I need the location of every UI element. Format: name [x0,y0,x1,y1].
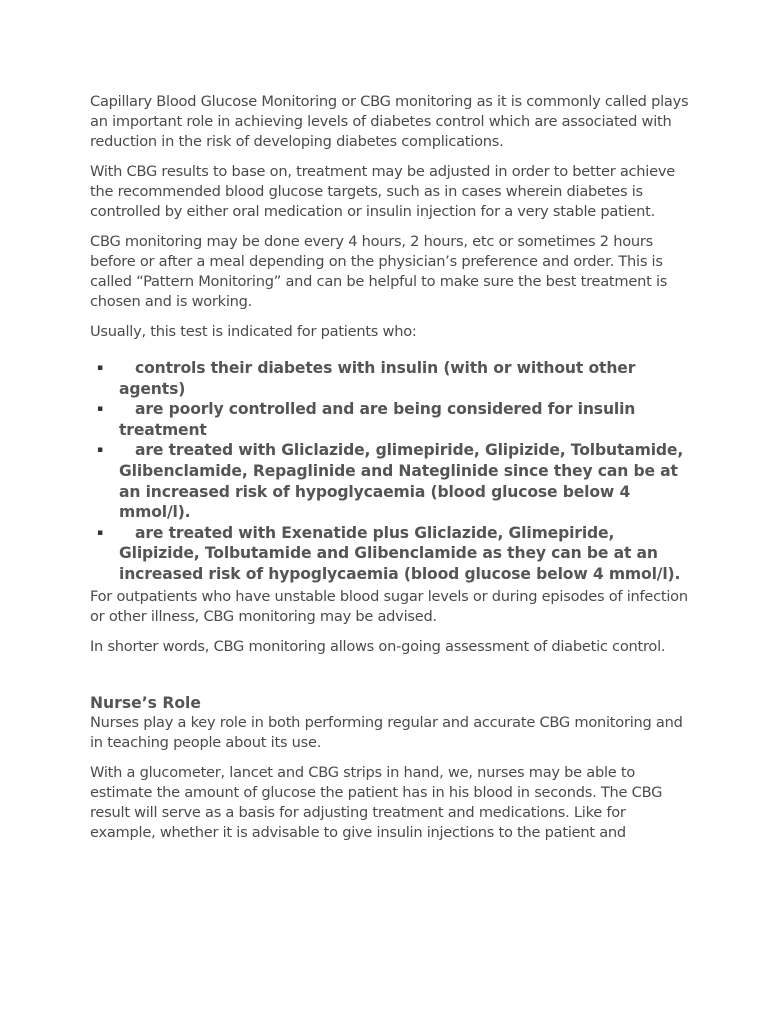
list-item [90,399,690,440]
list-item-text: are treated with Exenatide plus Gliclazide, Glimepiride, Glipizide, Tolbutamide and Glibenclamide as they can be at an increased risk of hypoglycaemia (blood glucose below 4 mmol/l). [119,523,681,583]
list-item [90,358,690,399]
list-item-text: are treated with Gliclazide, glimepiride, Glipizide, Tolbutamide, Glibenclamide, Repaglinide and Nateglinide since they can be at an increased risk of hypoglycaemia (blood glucose below 4 mmol/l). [119,441,684,522]
bullet-square-icon: ▪ [97,445,103,456]
glucometer-paragraph: With a glucometer, lancet and CBG strips in hand, we, nurses may be able to estimate the amount of glucose the patient has in his blood in seconds. The CBG result will serve as a basis for adjusting treatment and medications. Like for example, whether it is advisable to give insulin injections to the patient and [90,763,663,841]
indication-intro-paragraph: Usually, this test is indicated for patients who: [90,323,417,340]
treatment-paragraph: With CBG results to base on, treatment may be adjusted in order to better achieve the recommended blood glucose targets, such as in cases wherein diabetes is controlled by either oral medication or insulin injection for a very stable patient. [90,163,675,220]
document-body [90,92,690,853]
pattern-monitoring-paragraph: CBG monitoring may be done every 4 hours, 2 hours, etc or sometimes 2 hours before or after a meal depending on the physician’s preference and order. This is called “Pattern Monitoring” and can be helpful to make sure the best treatment is chosen and is working. [90,233,668,310]
intro-paragraph: Capillary Blood Glucose Monitoring or CBG monitoring as it is commonly called plays an important role in achieving levels of diabetes control which are associated with reduction in the risk of developing diabetes complications. [90,93,689,150]
outpatient-paragraph: For outpatients who have unstable blood sugar levels or during episodes of infection or other illness, CBG monitoring may be advised. [90,587,688,625]
bullet-square-icon: ▪ [97,404,103,415]
list-item-text: controls their diabetes with insulin (with or without other agents) [119,359,636,398]
list-item [90,523,690,585]
list-item [90,440,690,522]
bullet-square-icon: ▪ [97,363,103,373]
bullet-square-icon: ▪ [97,527,103,538]
summary-paragraph: In shorter words, CBG monitoring allows on-going assessment of diabetic control. [90,637,666,655]
nurse-role-paragraph: Nurses play a key role in both performing regular and accurate CBG monitoring and in teaching people about its use. [90,713,683,751]
list-item-text: are poorly controlled and are being considered for insulin treatment [119,400,636,439]
indication-list [90,358,690,585]
section-heading: Nurse’s Role [90,693,201,712]
